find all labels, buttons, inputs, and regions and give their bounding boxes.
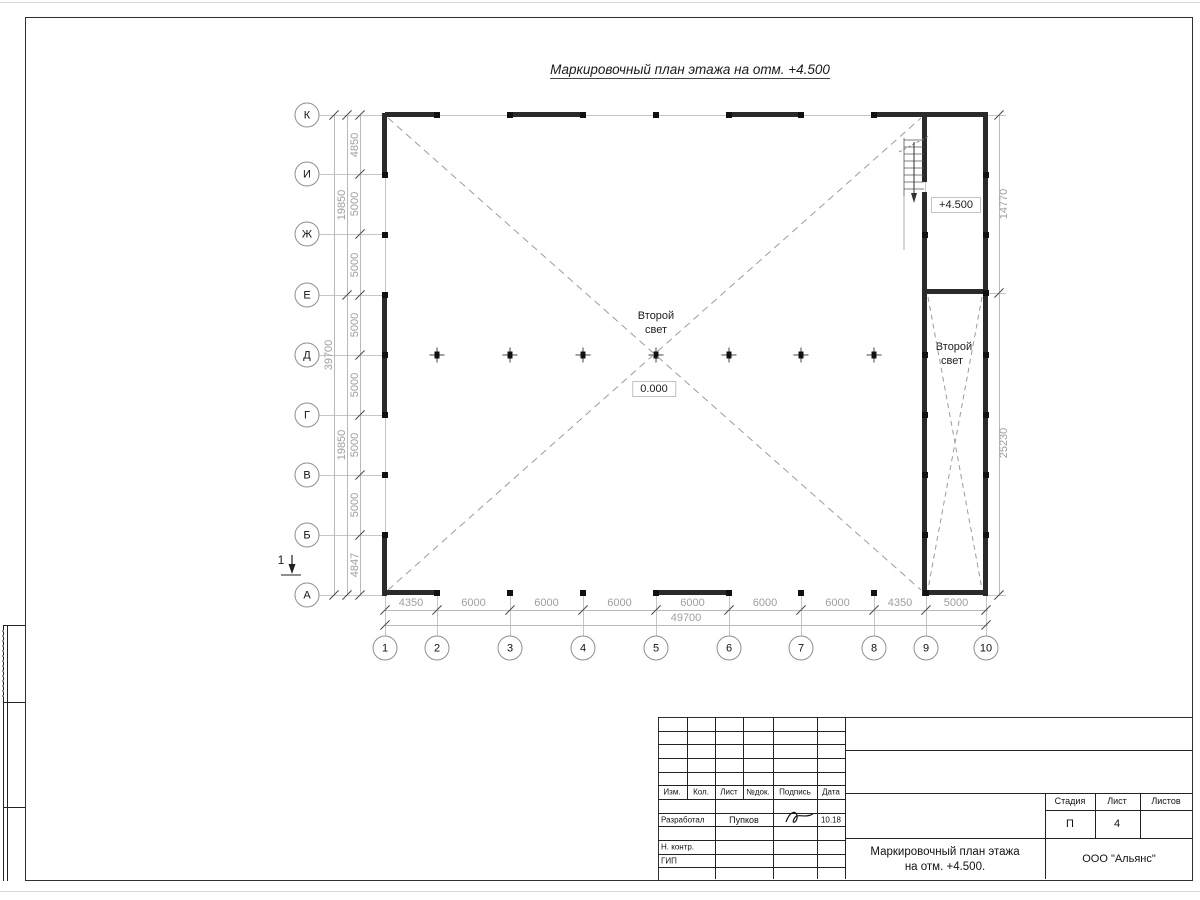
dimension-label: 4350	[887, 597, 913, 609]
axis-bubble-row: И	[295, 162, 320, 187]
tb-gip-label: ГИП	[661, 856, 677, 866]
tb-header-list: Лист	[720, 787, 738, 797]
strip-level-mark: +4.500	[931, 197, 981, 213]
hall-void-label-line2: свет	[644, 324, 668, 336]
axis-bubble-row: Б	[295, 523, 320, 548]
tb-header-izm: Изм.	[663, 787, 681, 797]
axis-bubble-row: Д	[295, 343, 320, 368]
dimension-label: 6000	[534, 597, 559, 609]
tb-developed-name: Пупков	[729, 815, 759, 825]
dimension-label: 5000	[349, 312, 361, 338]
signature-icon	[786, 812, 813, 822]
section-mark-label: 1	[277, 553, 285, 567]
dimension-label: 39700	[323, 339, 335, 371]
dimension-label: 6000	[607, 597, 632, 609]
tb-header-kol: Кол.	[693, 787, 709, 797]
dimension-label: 5000	[349, 191, 361, 217]
hall-void-diagonals	[388, 118, 921, 590]
strip-void-diagonals	[928, 297, 982, 589]
section-arrow	[281, 555, 301, 575]
tb-doc-title-line1: Маркировочный план этажа	[870, 846, 1020, 858]
tb-header-podpis: Подпись	[779, 787, 811, 797]
dimension-label: 25230	[998, 427, 1010, 459]
tb-header-data: Дата	[822, 787, 840, 797]
dimension-label: 4350	[398, 597, 424, 609]
strip-void-label-line1: Второй	[935, 341, 973, 353]
tb-ncontr-label: Н. контр.	[661, 842, 695, 852]
axis-bubble-row: К	[295, 103, 320, 128]
dimension-label: 5000	[943, 597, 969, 609]
tb-stage-label: Стадия	[1054, 796, 1086, 806]
dimension-label: 6000	[752, 597, 778, 609]
tb-developed-label: Разработал	[661, 815, 705, 825]
dimension-label: 19850	[336, 429, 348, 461]
axis-bubble-col: 5	[644, 636, 669, 661]
axis-bubble-row: В	[295, 463, 320, 488]
stair-direction-arrow	[911, 142, 917, 203]
axis-bubble-col: 3	[498, 636, 523, 661]
axis-bubble-col: 8	[862, 636, 887, 661]
dimension-label: 6000	[461, 597, 486, 609]
axis-bubble-col: 9	[914, 636, 939, 661]
axis-bubble-col: 2	[425, 636, 450, 661]
tb-date-value: 10.18	[820, 815, 842, 825]
dimension-label: 5000	[349, 432, 361, 458]
dimension-label: 14770	[998, 188, 1010, 220]
axis-bubble-row: А	[295, 583, 320, 608]
tb-header-ndok: №док.	[746, 787, 770, 797]
hall-level-mark: 0.000	[632, 381, 676, 397]
tb-doc-title-line2: на отм. +4.500.	[904, 861, 986, 873]
dimension-label: 5000	[349, 492, 361, 518]
axis-bubble-row: Е	[295, 283, 320, 308]
dimension-label: 19850	[336, 189, 348, 221]
hall-void-label-line1: Второй	[637, 310, 675, 322]
tb-sheet-label: Лист	[1107, 796, 1127, 806]
axis-bubble-row: Г	[295, 403, 320, 428]
dimension-label: 4847	[349, 552, 361, 578]
axis-bubble-col: 6	[717, 636, 742, 661]
dimension-label: 6000	[825, 597, 850, 609]
tb-sheets-label: Листов	[1151, 796, 1181, 806]
tb-company: ООО "Альянс"	[1082, 853, 1156, 865]
axis-bubble-col: 4	[571, 636, 596, 661]
strip-void-label-line2: свет	[940, 355, 964, 367]
dimension-label: 5000	[349, 372, 361, 398]
dimension-label: 5000	[349, 252, 361, 277]
tb-sheet-value: 4	[1113, 818, 1121, 830]
axis-bubble-col: 1	[373, 636, 398, 661]
axis-bubble-col: 10	[974, 636, 999, 661]
dimension-label: 49700	[670, 612, 702, 624]
dimension-label: 6000	[680, 597, 705, 609]
axis-bubble-row: Ж	[295, 222, 320, 247]
axis-bubble-col: 7	[789, 636, 814, 661]
drawing-title: Маркировочный план этажа на отм. +4.500	[550, 62, 830, 77]
tb-stage-value: П	[1066, 818, 1074, 830]
dimension-label: 4850	[349, 132, 361, 157]
